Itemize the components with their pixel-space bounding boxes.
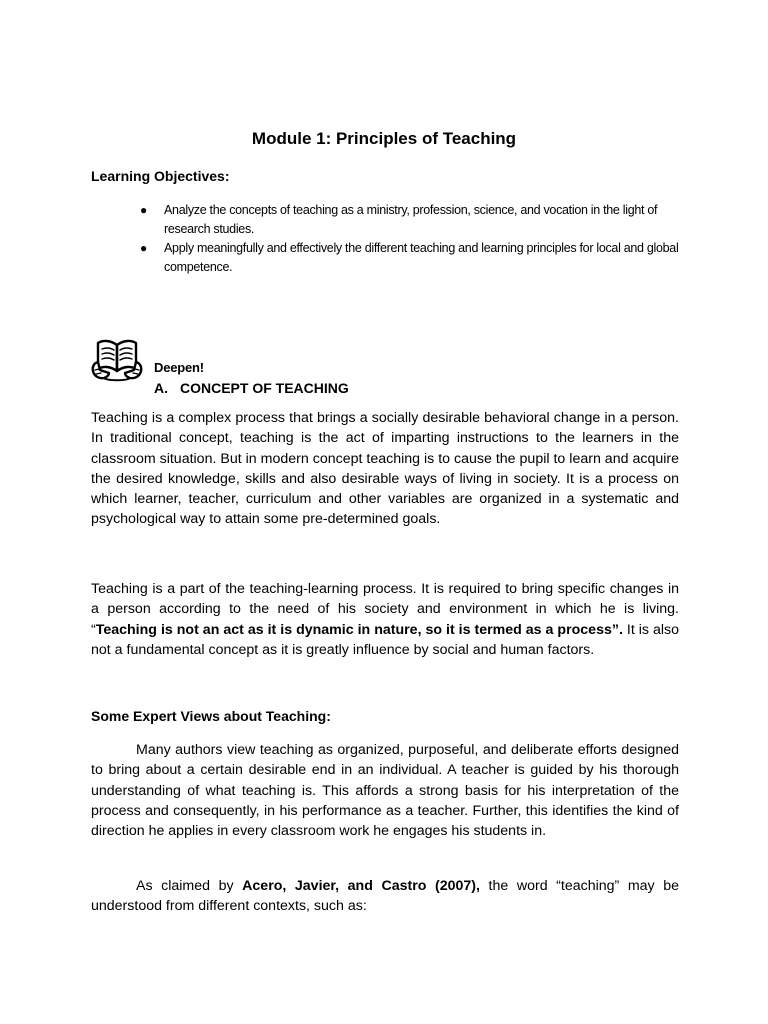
learning-objectives-heading: Learning Objectives: bbox=[91, 168, 230, 184]
section-heading bbox=[154, 380, 349, 396]
paragraph-text: Teaching is a part of the teaching-learning process. It is required to bring specific changes in a person according to the need of his society and environment in which he is living. “ bbox=[91, 581, 679, 638]
bullet-icon: ● bbox=[140, 203, 147, 217]
emphasis-text: Teaching is not an act as it is dynamic in nature, so it is termed as a process”. bbox=[95, 621, 623, 638]
bullet-icon: ● bbox=[140, 241, 147, 255]
page-title: Module 1: Principles of Teaching bbox=[251, 129, 517, 148]
section-title: CONCEPT OF TEACHING bbox=[180, 380, 349, 396]
list-item bbox=[140, 239, 680, 277]
deepen-label: Deepen! bbox=[154, 360, 204, 375]
learning-objectives-list bbox=[140, 201, 680, 277]
paragraph-text: It is also not a fundamental concept as it is greatly influence by social and human factors. bbox=[91, 621, 680, 658]
concept-paragraph-2 bbox=[91, 579, 679, 660]
objective-text: Analyze the concepts of teaching as a ministry, profession, science, and vocation in the light of research studies. bbox=[164, 203, 658, 236]
paragraph-text: As claimed by bbox=[136, 878, 243, 894]
citation-text: Acero, Javier, and Castro (2007), bbox=[242, 878, 480, 894]
paragraph-text: the word “teaching” may be understood from different contexts, such as: bbox=[91, 878, 679, 915]
section-letter: A. bbox=[154, 380, 168, 396]
list-item bbox=[140, 201, 680, 239]
objective-text: Apply meaningfully and effectively the different teaching and learning principles for local and global competence. bbox=[164, 241, 679, 274]
concept-paragraph-1: Teaching is a complex process that brings a socially desirable behavioral change in a person. In traditional concept, teaching is the act of imparting instructions to the learners in the classroom situation. But in modern concept teaching is to cause the pupil to learn and acquire the desired knowledge, skills and also desirable ways of living in society. It is a process on which learner, teacher, curriculum and other variables are organized in a systematic and psychological way to attain some pre-determined goals. bbox=[91, 410, 679, 528]
expert-paragraph-1: Many authors view teaching as organized, purposeful, and deliberate efforts designed to bring about a certain desirable end in an individual. A teacher is guided by his thorough understanding of what teaching is. This affords a strong basis for his interpretation of the process and consequently, in his performance as a teacher. Further, this identifies the kind of direction he applies in every classroom work he engages his students in. bbox=[91, 742, 679, 840]
open-book-hands-icon bbox=[90, 334, 144, 384]
expert-paragraph-2 bbox=[91, 876, 679, 917]
expert-views-heading: Some Expert Views about Teaching: bbox=[91, 708, 331, 724]
